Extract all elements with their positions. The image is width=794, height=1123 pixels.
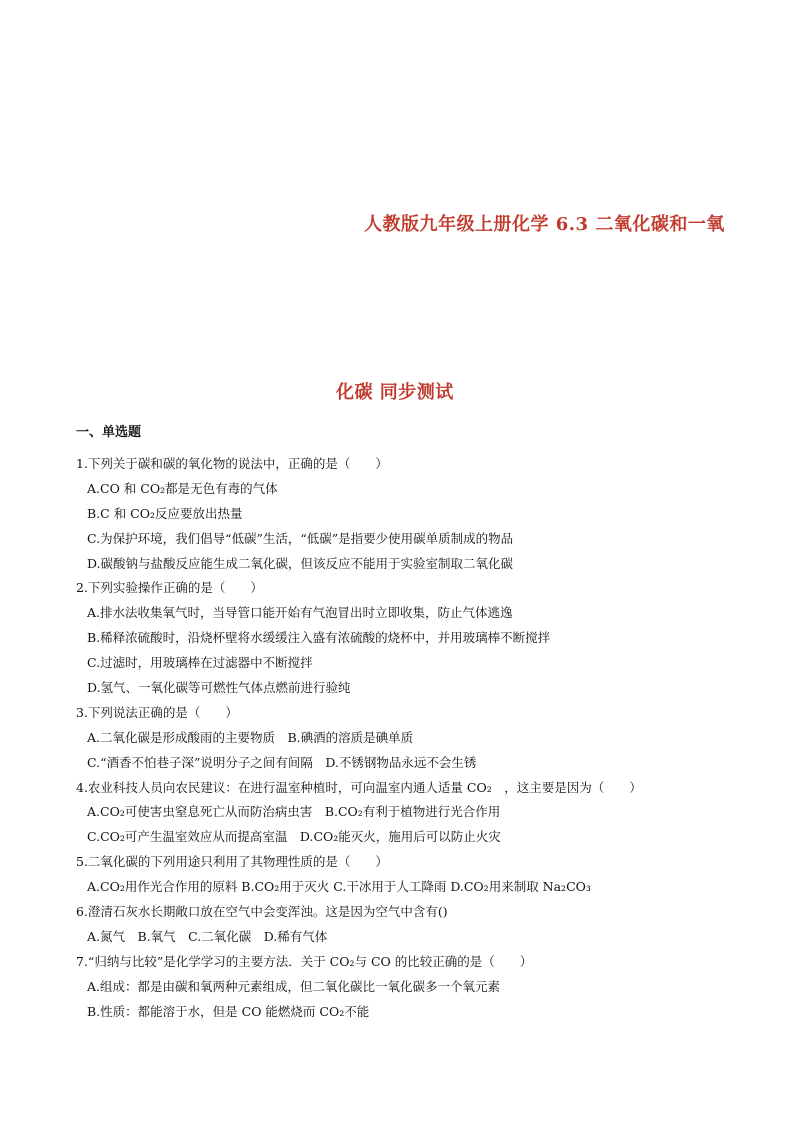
answer-option: B.稀释浓硫酸时，沿烧杯壁将水缓缓注入盛有浓硫酸的烧杯中，并用玻璃棒不断搅拌 — [87, 630, 551, 646]
answer-option: A.氮气 B.氧气 C.二氧化碳 D.稀有气体 — [87, 928, 328, 944]
question-stem: 1.下列关于碳和碳的氧化物的说法中，正确的是（ ） — [76, 456, 388, 471]
answer-option: C.过滤时，用玻璃棒在过滤器中不断搅拌 — [87, 655, 313, 671]
answer-option: D.氢气、一氧化碳等可燃性气体点燃前进行验纯 — [87, 680, 351, 696]
document-title-line-1: 人教版九年级上册化学 6.3 二氧化碳和一氧 — [364, 214, 725, 235]
document-title-line-2: 化碳 同步测试 — [336, 382, 454, 403]
question-stem: 3.下列说法正确的是（ ） — [76, 704, 238, 720]
answer-option: C.CO₂可产生温室效应从而提高室温 D.CO₂能灭火，施用后可以防止火灾 — [87, 829, 501, 845]
question-stem: 2.下列实验操作正确的是（ ） — [76, 580, 263, 596]
answer-option: B.C 和 CO₂反应要放出热量 — [87, 505, 243, 521]
answer-option: B.性质：都能溶于水，但是 CO 能燃烧而 CO₂不能 — [87, 1003, 370, 1019]
answer-option: C.为保护环境，我们倡导“低碳”生活，“低碳”是指要少使用碳单质制成的物品 — [87, 530, 514, 546]
question-stem: 7.“归纳与比较”是化学学习的主要方法．关于 CO₂与 CO 的比较正确的是（ ） — [76, 953, 533, 969]
section-heading: 一、单选题 — [76, 425, 142, 440]
question-stem: 6.澄清石灰水长期敞口放在空气中会变浑浊。这是因为空气中含有() — [76, 904, 448, 920]
answer-option: C.“酒香不怕巷子深”说明分子之间有间隔 D.不锈钢物品永远不会生锈 — [87, 754, 477, 770]
question-stem: 4.农业科技人员向农民建议：在进行温室种植时，可向温室内通人适量 CO₂ ，这主要是因为（ ） — [76, 779, 642, 795]
answer-option: A.CO₂可使害虫窒息死亡从而防治病虫害 B.CO₂有利于植物进行光合作用 — [87, 804, 501, 820]
answer-option: A.CO₂用作光合作用的原料 B.CO₂用于灭火 C.干冰用于人工降雨 D.CO₂用来制取 Na₂CO₃ — [87, 879, 591, 895]
answer-option: A.CO 和 CO₂都是无色有毒的气体 — [87, 480, 278, 496]
answer-option: A.组成：都是由碳和氧两种元素组成，但二氧化碳比一氧化碳多一个氧元素 — [87, 978, 501, 994]
answer-option: A.排水法收集氧气时，当导管口能开始有气泡冒出时立即收集，防止气体逃逸 — [87, 605, 513, 621]
question-stem: 5.二氧化碳的下列用途只利用了其物理性质的是（ ） — [76, 854, 388, 870]
answer-option: A.二氧化碳是形成酸雨的主要物质 B.碘酒的溶质是碘单质 — [87, 729, 414, 745]
question-list — [76, 452, 736, 1024]
answer-option: D.碳酸钠与盐酸反应能生成二氧化碳，但该反应不能用于实验室制取二氧化碳 — [87, 555, 514, 571]
